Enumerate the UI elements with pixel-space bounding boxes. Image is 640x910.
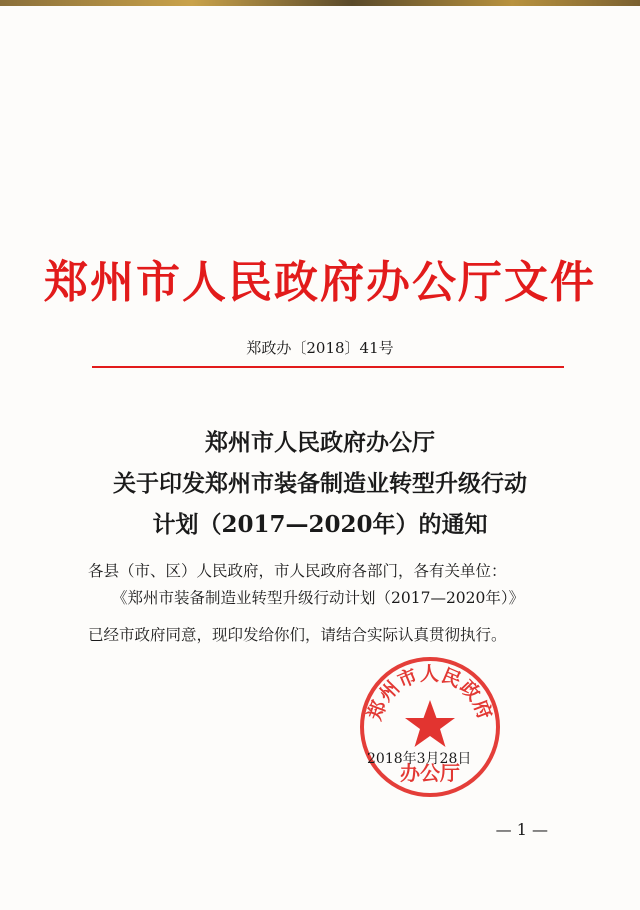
red-divider xyxy=(92,366,564,368)
seal-text-top: 郑州市人民政府 xyxy=(363,663,497,724)
document-title-line-1: 郑州市人民政府办公厅 xyxy=(205,429,435,456)
seal-text-bottom: 办公厅 xyxy=(400,761,460,785)
body-paragraph-line-1: 《郑州市装备制造业转型升级行动计划（2017—2020年）》 xyxy=(112,589,525,607)
body-paragraph-line-2: 已经市政府同意，现印发给你们，请结合实际认真贯彻执行。 xyxy=(88,626,507,644)
page-number: — 1 — xyxy=(495,820,548,839)
document-title-line-2: 关于印发郑州市装备制造业转型升级行动 xyxy=(113,470,527,497)
document-header-title: 郑州市人民政府办公厅文件 xyxy=(44,257,596,308)
document-title-line-3: 计划（2017—2020年）的通知 xyxy=(152,511,488,538)
document-date: 2018年3月28日 xyxy=(367,751,472,767)
scan-edge xyxy=(0,0,640,6)
addressee-line: 各县（市、区）人民政府，市人民政府各部门，各有关单位： xyxy=(88,562,507,580)
official-seal-icon xyxy=(355,652,505,802)
document-number: 郑政办〔2018〕41号 xyxy=(246,339,394,357)
page-number-row xyxy=(0,820,640,839)
